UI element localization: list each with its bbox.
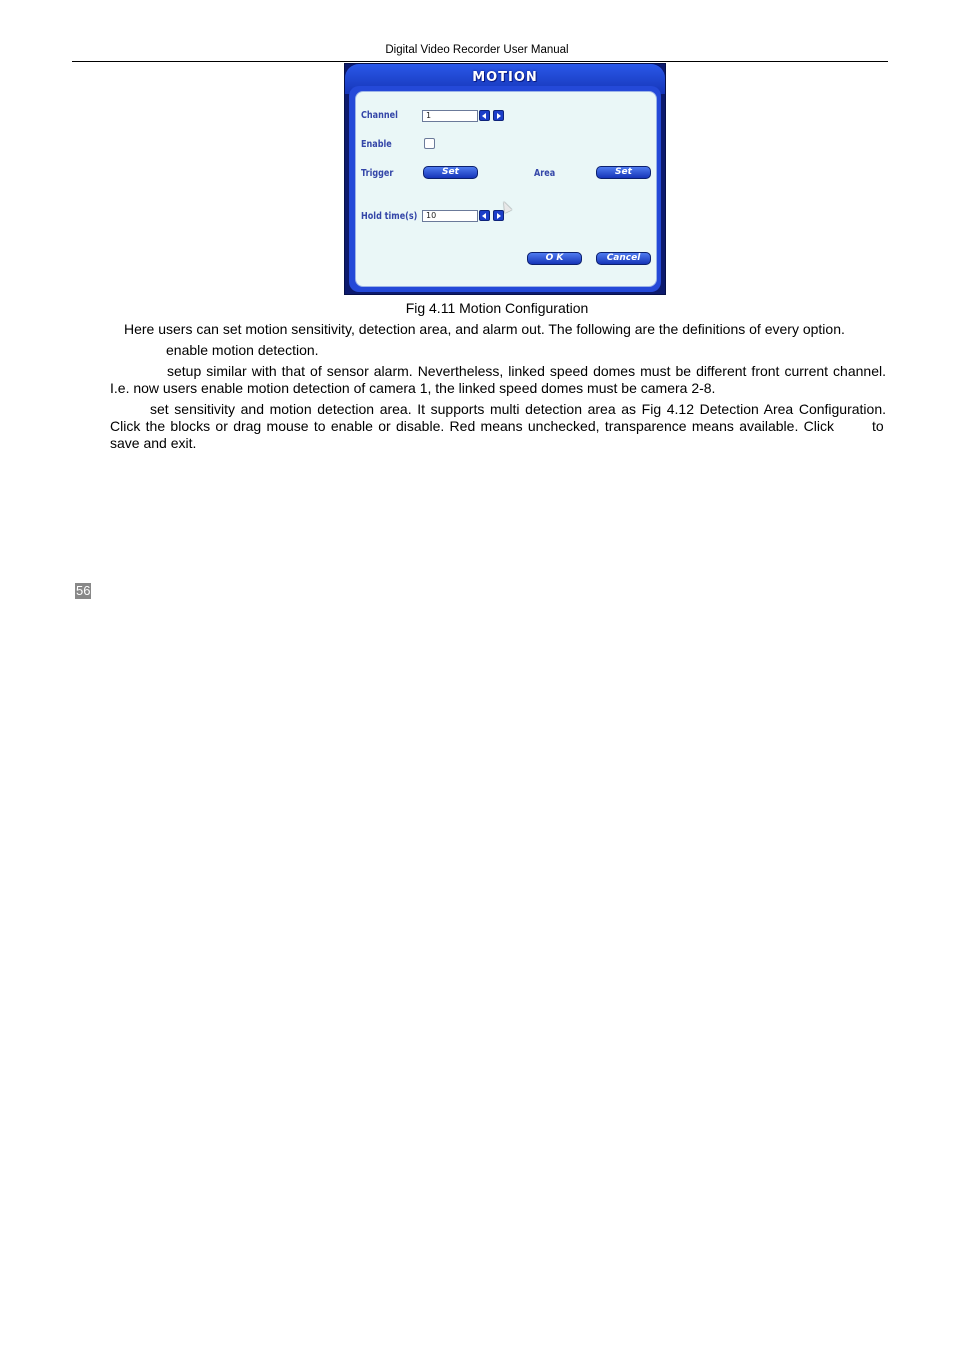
dialog-title: MOTION [472,70,538,85]
area-definition-line1: set sensitivity and motion detection area. It supports multi detection area as Fig 4.12 Detection Area Configuration. [150,401,886,417]
trigger-definition-line1: setup similar with that of sensor alarm. Nevertheless, linked speed domes must be different front current channel. [167,363,886,379]
channel-prev-arrow-icon[interactable] [479,110,490,121]
area-set-button[interactable]: Set [596,166,651,179]
figure-caption: Fig 4.11 Motion Configuration [405,300,589,316]
channel-next-arrow-icon[interactable] [493,110,504,121]
area-definition-line3: save and exit. [110,435,197,451]
enable-label: Enable [361,139,392,150]
area-label: Area [534,168,556,179]
area-definition-line2-end: to [872,418,884,434]
enable-checkbox[interactable] [424,138,435,149]
header-rule [72,61,888,62]
page-header-title: Digital Video Recorder User Manual [385,44,569,56]
body-intro: Here users can set motion sensitivity, detection area, and alarm out. The following are the definitions of every option. [124,321,845,337]
cancel-button[interactable]: Cancel [596,252,651,265]
area-definition-line2: Click the blocks or drag mouse to enable or disable. Red means unchecked, transparence means available. Click [110,418,834,434]
page-number: 56 [76,583,91,598]
trigger-set-button[interactable]: Set [423,166,478,179]
hold-time-label: Hold time(s) [361,211,418,222]
hold-time-prev-arrow-icon[interactable] [479,210,490,221]
trigger-label: Trigger [361,168,394,179]
channel-label: Channel [361,110,398,121]
hold-time-next-arrow-icon[interactable] [493,210,504,221]
ok-button[interactable]: O K [527,252,582,265]
enable-definition: enable motion detection. [166,342,319,358]
channel-field[interactable]: 1 [422,110,478,122]
trigger-definition-line2: I.e. now users enable motion detection of camera 1, the linked speed domes must be camera 2-8. [110,380,716,396]
hold-time-field[interactable]: 10 [422,210,478,222]
motion-dialog-screenshot [344,63,666,295]
